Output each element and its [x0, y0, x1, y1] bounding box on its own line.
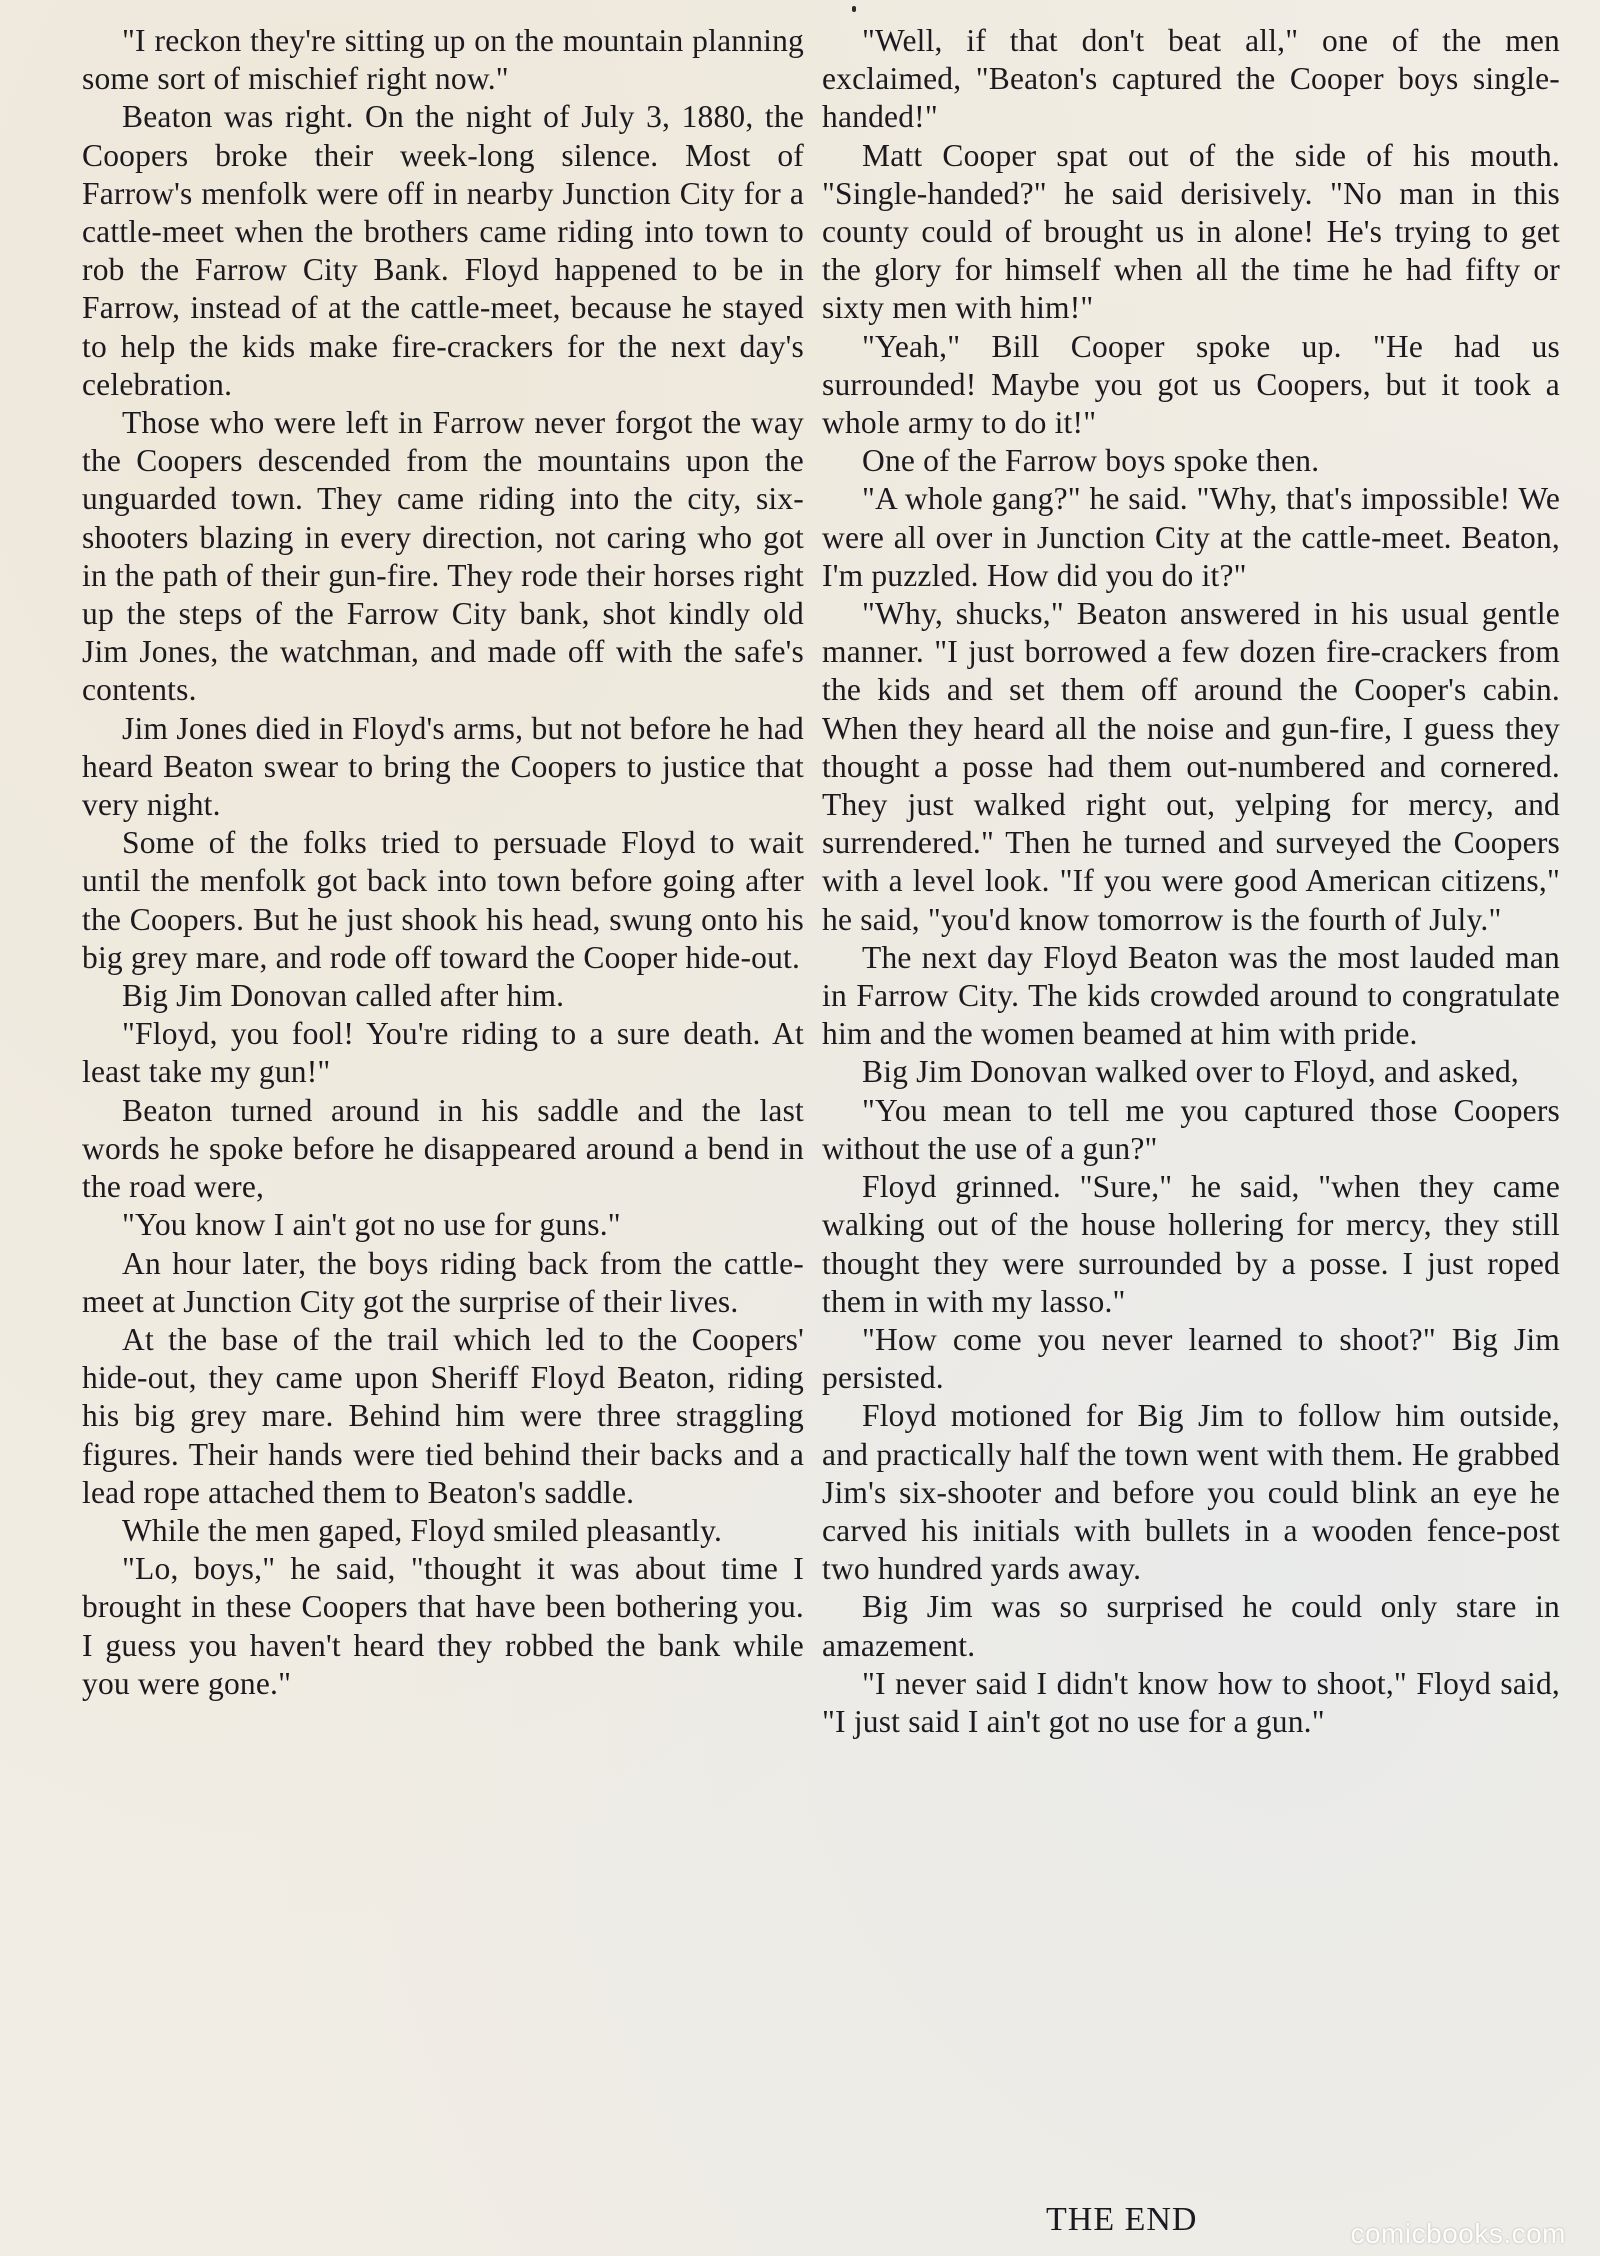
- paragraph: "Well, if that don't beat all," one of the men exclaimed, "Beaton's captured the Cooper boys single-handed!": [822, 23, 1560, 135]
- paragraph: An hour later, the boys riding back from the cattle-meet at Junction City got the surprise of their lives.: [82, 1245, 804, 1319]
- paragraph: "Floyd, you fool! You're riding to a sure death. At least take my gun!": [82, 1016, 804, 1090]
- paragraph: Beaton turned around in his saddle and the last words he spoke before he disappeared around a bend in the road were,: [82, 1092, 804, 1205]
- paragraph: Big Jim Donovan called after him.: [122, 978, 565, 1014]
- paragraph: "You mean to tell me you captured those Coopers without the use of a gun?": [822, 1092, 1560, 1166]
- ink-speck: [852, 6, 856, 12]
- left-text-column: [82, 22, 804, 1703]
- paragraph: Jim Jones died in Floyd's arms, but not before he had heard Beaton swear to bring the Coopers to justice that very night.: [82, 710, 804, 823]
- paragraph: "You know I ain't got no use for guns.": [122, 1207, 621, 1243]
- paragraph: The next day Floyd Beaton was the most lauded man in Farrow City. The kids crowded around to congratulate him and the women beamed at him with pride.: [822, 939, 1560, 1052]
- paragraph: While the men gaped, Floyd smiled pleasantly.: [122, 1512, 723, 1548]
- paragraph: Some of the folks tried to persuade Floyd to wait until the menfolk got back into town before going after the Coopers. But he just shook his head, swung onto his big grey mare, and rode off toward the Cooper hide-out.: [82, 825, 804, 975]
- paragraph: Floyd motioned for Big Jim to follow him outside, and practically half the town went with them. He grabbed Jim's six-shooter and before you could blink an eye he carved his initials with bullets in a wooden fence-post two hundred yards away.: [822, 1398, 1560, 1587]
- paragraph: At the base of the trail which led to the Coopers' hide-out, they came upon Sheriff Floyd Beaton, riding his big grey mare. Behind him were three straggling figures. Their hands were tied behind their backs and a lead rope attached them to Beaton's saddle.: [82, 1321, 804, 1510]
- paragraph: "Yeah," Bill Cooper spoke up. "He had us surrounded! Maybe you got us Coopers, but it took a whole army to do it!": [822, 328, 1560, 441]
- paragraph: Beaton was right. On the night of July 3, 1880, the Coopers broke their week-long silence. Most of Farrow's menfolk were off in nearby Junction City for a cattle-meet when the brothers came riding into town to rob the Farrow City Bank. Floyd happened to be in Farrow, instead of at the cattle-meet, because he stayed to help the kids make fire-crackers for the next day's celebration.: [82, 99, 804, 402]
- paragraph: "Why, shucks," Beaton answered in his usual gentle manner. "I just borrowed a few dozen fire-crackers from the kids and set them off around the Cooper's cabin. When they heard all the noise and gun-fire, I guess they thought a posse had them out-numbered and cornered. They just walked right out, yelping for mercy, and surrendered." Then he turned and surveyed the Coopers with a level look. "If you were good American citizens," he said, "you'd know tomorrow is the fourth of July.": [822, 596, 1560, 937]
- paragraph: Big Jim Donovan walked over to Floyd, and asked,: [862, 1054, 1520, 1090]
- paragraph: "How come you never learned to shoot?" Big Jim persisted.: [822, 1321, 1560, 1396]
- paragraph: Floyd grinned. "Sure," he said, "when they came walking out of the house hollering for mercy, they still thought they were surrounded by a posse. I just roped them in with my lasso.": [822, 1169, 1560, 1319]
- paragraph: Matt Cooper spat out of the side of his mouth. "Single-handed?" he said derisively. "No man in this county could of brought us in alone! He's trying to get the glory for himself when all the time he had fifty or sixty men with him!": [822, 137, 1560, 326]
- site-watermark: comicbooks.com: [1350, 2218, 1566, 2249]
- paragraph: Big Jim was so surprised he could only stare in amazement.: [822, 1589, 1560, 1663]
- paragraph: "A whole gang?" he said. "Why, that's impossible! We were all over in Junction City at the cattle-meet. Beaton, I'm puzzled. How did you do it?": [822, 481, 1560, 593]
- paragraph: "I never said I didn't know how to shoot," Floyd said, "I just said I ain't got no use for a gun.": [822, 1665, 1560, 1739]
- paragraph: "I reckon they're sitting up on the mountain planning some sort of mischief right now.": [82, 23, 804, 97]
- right-text-column: [822, 22, 1560, 1741]
- paragraph: One of the Farrow boys spoke then.: [862, 443, 1320, 479]
- paragraph: "Lo, boys," he said, "thought it was about time I brought in these Coopers that have been bothering you. I guess you haven't heard they robbed the bank while you were gone.": [82, 1551, 804, 1701]
- the-end-label: THE END: [1046, 2201, 1198, 2238]
- paragraph: Those who were left in Farrow never forgot the way the Coopers descended from the mountains upon the unguarded town. They came riding into the city, six-shooters blazing in every direction, not caring who got in the path of their gun-fire. They rode their horses right up the steps of the Farrow City bank, shot kindly old Jim Jones, the watchman, and made off with the safe's contents.: [82, 405, 804, 708]
